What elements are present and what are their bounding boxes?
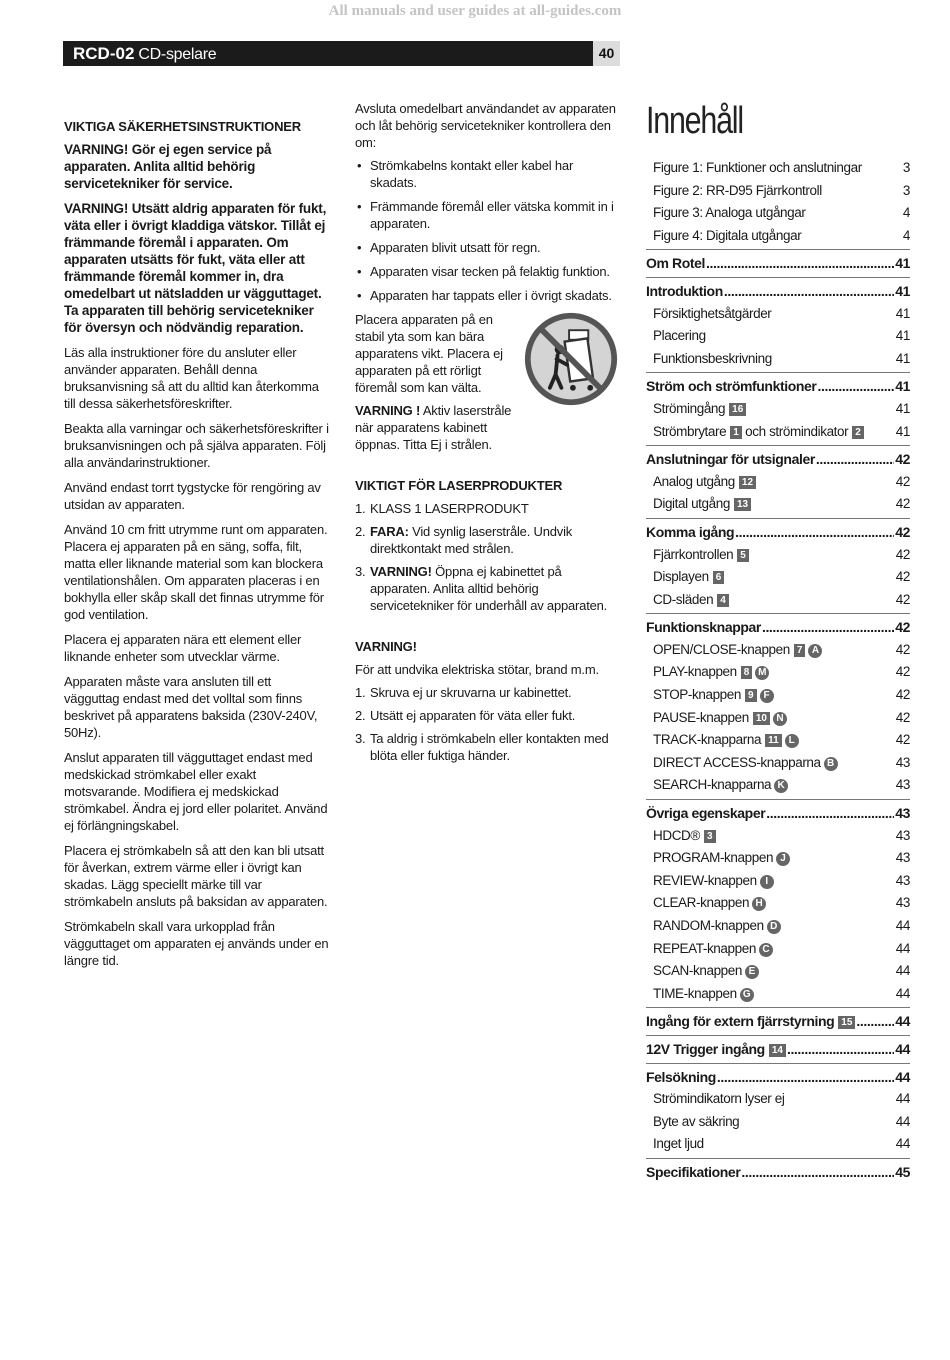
numbered-item	[355, 500, 620, 517]
toc-divider	[646, 249, 910, 250]
toc-page-number: 45	[895, 1163, 910, 1180]
remote-letter-badge: B	[824, 757, 838, 771]
toc-page-number: 41	[895, 305, 910, 321]
toc-entry[interactable]	[646, 661, 910, 684]
item-text: KLASS 1 LASERPRODUKT	[370, 501, 529, 516]
toc-entry-text: Strömbrytare	[653, 423, 727, 439]
item-number: 2.	[355, 708, 366, 723]
item-number: 3.	[355, 564, 366, 579]
toc-entry-text: 12V Trigger ingång	[646, 1040, 765, 1057]
toc-page-number: 44	[895, 1068, 910, 1085]
toc-entry-label	[646, 157, 862, 180]
toc-entry[interactable]	[646, 870, 910, 893]
toc-entry-text: CLEAR-knappen	[653, 895, 750, 911]
remote-letter-badge: H	[752, 897, 766, 911]
toc-entry-label	[646, 729, 799, 752]
toc-leader-dots	[741, 1161, 894, 1184]
toc-entry[interactable]	[646, 521, 910, 544]
toc-entry-text: PLAY-knappen	[653, 664, 737, 680]
toc-entry[interactable]	[646, 639, 910, 662]
toc-divider	[646, 518, 910, 519]
item-number: 2.	[355, 524, 366, 539]
toc-divider	[646, 372, 910, 373]
toc-entry-text: Figure 3: Analoga utgångar	[653, 205, 806, 221]
laser-warning	[355, 402, 520, 453]
toc-entry-text: Analog utgång	[653, 473, 735, 489]
toc-entry-text: Inget ljud	[653, 1136, 704, 1152]
toc-entry[interactable]	[646, 544, 910, 567]
toc-entry-label	[646, 802, 765, 825]
item-text: Vid synlig laserstråle. Undvik direktkontakt med strålen.	[370, 524, 573, 556]
toc-page-number: 42	[895, 619, 910, 636]
laser-heading: VIKTIGT FÖR LASERPRODUKTER	[355, 478, 563, 493]
toc-leader-dots	[717, 1066, 894, 1089]
toc-entry-text: SEARCH-knapparna	[653, 777, 772, 793]
numbered-item	[355, 523, 620, 557]
safety-heading: VIKTIGA SÄKERHETSINSTRUKTIONER	[64, 119, 301, 134]
toc-entry[interactable]	[646, 707, 910, 730]
toc-entry[interactable]	[646, 1038, 910, 1061]
toc-entry-label	[646, 892, 766, 915]
toc-entry-text: Displayen	[653, 569, 709, 585]
toc-page-number: 44	[895, 918, 910, 933]
toc-entry[interactable]	[646, 202, 910, 225]
toc-leader-dots	[787, 1038, 894, 1061]
toc-entry-label	[646, 398, 746, 421]
toc-divider	[646, 1035, 910, 1036]
toc-entry-text: Funktionsknappar	[646, 619, 761, 636]
toc-entry-text: CD-släden	[653, 591, 714, 607]
toc-entry[interactable]	[646, 180, 910, 203]
toc-entry[interactable]	[646, 303, 910, 326]
item-label: FARA:	[370, 524, 409, 539]
toc-entry-text-extra: och strömindikator	[741, 423, 849, 439]
remote-letter-badge: N	[773, 712, 787, 726]
toc-entry[interactable]	[646, 566, 910, 589]
toc-divider	[646, 1158, 910, 1159]
toc-leader-dots	[816, 448, 894, 471]
watermark: All manuals and user guides at all-guides.com	[328, 3, 622, 19]
toc-page-number: 42	[895, 523, 910, 540]
toc-entry[interactable]	[646, 252, 910, 275]
figure-number-badge: 10	[753, 712, 770, 725]
toc-entry[interactable]	[646, 589, 910, 612]
warning-service: VARNING! Gör ej egen service på apparaten. Anlita alltid behörig servicetekniker för service.	[64, 142, 272, 191]
toc-entry[interactable]	[646, 493, 910, 516]
toc-entry[interactable]	[646, 1010, 910, 1033]
toc-entry-text: HDCD®	[653, 827, 700, 843]
cart-tip-over-icon	[523, 311, 619, 407]
toc-leader-dots	[817, 375, 894, 398]
toc-entry-text: REPEAT-knappen	[653, 940, 756, 956]
item-text: Öppna ej kabinettet på apparaten. Anlita alltid behörig servicetekniker för underhåll av apparaten.	[370, 564, 608, 613]
toc-entry-label	[646, 521, 734, 544]
toc-entry-text: Introduktion	[646, 282, 723, 299]
toc-page-number: 41	[895, 255, 910, 272]
toc-entry-text: Anslutningar för utsignaler	[646, 451, 815, 468]
toc-divider	[646, 799, 910, 800]
cart-warning-block	[355, 311, 620, 463]
toc-entry-label	[646, 589, 729, 612]
toc-entry-label	[646, 938, 773, 961]
toc-entry[interactable]	[646, 892, 910, 915]
laser-list	[355, 500, 620, 614]
document-subtitle: CD-spelare	[138, 46, 217, 63]
safety-paragraph: Använd endast torrt tygstycke för rengöring av utsidan av apparaten.	[64, 480, 321, 512]
toc-entry[interactable]	[646, 1111, 910, 1134]
toc-entry[interactable]	[646, 325, 910, 348]
bullet-item: • Apparaten har tappats eller i övrigt skadats.	[355, 287, 620, 304]
toc-entry-text: REVIEW-knappen	[653, 872, 757, 888]
toc-entry-label	[646, 375, 816, 398]
toc-entry-label	[646, 1010, 855, 1033]
toc-entry[interactable]	[646, 348, 910, 371]
toc-entry-label	[646, 870, 774, 893]
figure-number-badge: 14	[769, 1044, 786, 1057]
remote-letter-badge: F	[760, 689, 774, 703]
safety-paragraph: Använd 10 cm fritt utrymme runt om apparaten. Placera ej apparaten på en säng, soffa, filt, matta eller liknande material som kan blockera ventilationshålen. Om apparaten placeras i en bokhylla eller skåp skall det finnas utrymme för god ventilation.	[64, 522, 328, 622]
toc-entry-text: TIME-knappen	[653, 985, 737, 1001]
figure-number-badge: 8	[741, 666, 753, 679]
toc-entry-text: TRACK-knapparna	[653, 732, 762, 748]
toc-page-number: 42	[895, 687, 910, 703]
toc-entry-text: Funktionsbeskrivning	[653, 350, 772, 366]
varning-list	[355, 684, 620, 764]
toc-page-number: 44	[895, 1091, 910, 1107]
remote-letter-badge: E	[745, 965, 759, 979]
toc-page-number: 3	[902, 160, 910, 175]
toc-entry[interactable]	[646, 375, 910, 398]
toc-entry-text: Om Rotel	[646, 255, 706, 272]
toc-entry-label	[646, 348, 772, 371]
figure-number-badge: 12	[739, 476, 756, 489]
toc-page-number: 42	[895, 732, 910, 748]
item-number: 1.	[355, 685, 366, 700]
toc-divider	[646, 613, 910, 614]
toc-entry[interactable]	[646, 915, 910, 938]
item-label: VARNING!	[370, 564, 432, 579]
toc-entry-label	[646, 448, 815, 471]
toc-entry[interactable]	[646, 752, 910, 775]
safety-paragraph: Anslut apparaten till vägguttaget endast med medskickad strömkabel eller exakt motsvarande. Modifiera ej medskickad strömkabel. Ändra ej jord eller polaritet. Använd ej förlängningskabel.	[64, 750, 328, 833]
varning-heading: VARNING!	[355, 639, 417, 654]
toc-entry-label	[646, 421, 864, 444]
safety-paragraph: Apparaten måste vara ansluten till ett vägguttag endast med det volltal som finns beskrivet på apparatens baksida (230V-240V, 50Hz).	[64, 674, 318, 740]
numbered-item	[355, 563, 620, 614]
toc-page-number: 4	[902, 205, 910, 221]
toc-page-number: 43	[895, 850, 910, 866]
toc-entry-text: STOP-knappen	[653, 687, 742, 703]
toc-entry-label	[646, 983, 754, 1006]
toc-entry-text: PROGRAM-knappen	[653, 850, 774, 866]
toc-entry-text: Digital utgång	[653, 496, 730, 512]
toc-page-number: 43	[895, 754, 910, 770]
toc-entry[interactable]	[646, 1066, 910, 1089]
toc-entry-text: Specifikationer	[646, 1163, 741, 1180]
toc-entry-label	[646, 707, 787, 730]
toc-entry[interactable]	[646, 1161, 910, 1184]
toc-page-number: 43	[895, 777, 910, 793]
figure-number-badge: 2	[852, 426, 864, 439]
toc-entry[interactable]	[646, 157, 910, 180]
toc-entry-label	[646, 684, 774, 707]
toc-entry-label	[646, 616, 761, 639]
toc-entry[interactable]	[646, 802, 910, 825]
item-number: 3.	[355, 731, 366, 746]
toc-page-number: 41	[895, 378, 910, 395]
toc-entry-text: Figure 2: RR-D95 Fjärrkontroll	[653, 182, 822, 198]
bullet-item: • Apparaten visar tecken på felaktig funktion.	[355, 263, 620, 280]
toc-leader-dots	[856, 1010, 894, 1033]
toc-entry[interactable]	[646, 616, 910, 639]
header-bar	[63, 41, 620, 66]
toc-entry-label	[646, 1111, 739, 1134]
figure-number-badge: 9	[745, 689, 757, 702]
toc-page-number: 42	[895, 473, 910, 489]
toc-entry-label	[646, 1066, 716, 1089]
toc-page-number: 43	[895, 827, 910, 843]
remote-letter-badge: J	[776, 852, 790, 866]
toc-divider	[646, 277, 910, 278]
toc-entry-label	[646, 252, 705, 275]
toc-entry-label	[646, 180, 822, 203]
remote-letter-badge: L	[785, 734, 799, 748]
toc-entry-text: Övriga egenskaper	[646, 805, 766, 822]
toc-page-number: 42	[895, 709, 910, 725]
toc-divider	[646, 445, 910, 446]
toc-page-number: 44	[895, 1136, 910, 1152]
toc-entry[interactable]	[646, 983, 910, 1006]
figure-number-badge: 13	[734, 498, 751, 511]
toc-entry[interactable]	[646, 960, 910, 983]
remote-letter-badge: K	[774, 779, 788, 793]
figure-number-badge: 16	[729, 403, 746, 416]
toc-page-number: 44	[895, 963, 910, 979]
toc-page-number: 44	[895, 1013, 910, 1030]
remote-letter-badge: D	[767, 920, 781, 934]
model-name: RCD-02	[73, 44, 135, 63]
toc-leader-dots	[724, 280, 894, 303]
toc-entry[interactable]	[646, 684, 910, 707]
toc-entry-label	[646, 661, 769, 684]
toc-divider	[646, 1063, 910, 1064]
toc-entry-text: Figure 1: Funktioner och anslutningar	[653, 160, 862, 175]
page-number: 40	[593, 41, 620, 66]
toc-entry-text: Strömindikatorn lyser ej	[653, 1091, 785, 1107]
remote-letter-badge: C	[759, 943, 773, 957]
toc-entry[interactable]	[646, 825, 910, 848]
toc-entry[interactable]	[646, 398, 910, 421]
toc-page-number: 44	[895, 1040, 910, 1057]
toc-divider	[646, 1007, 910, 1008]
safety-paragraph: Placera ej apparaten nära ett element eller liknande enheter som utvecklar värme.	[64, 632, 302, 664]
toc-page-number: 42	[895, 496, 910, 512]
toc-entry-text: Ingång för extern fjärrstyrning	[646, 1013, 835, 1030]
item-text: Ta aldrig i strömkabeln eller kontakten med blöta eller fuktiga händer.	[370, 731, 609, 763]
figure-number-badge: 15	[838, 1016, 855, 1029]
toc-entry-label	[646, 825, 716, 848]
toc-page-number: 44	[895, 940, 910, 956]
toc-entry[interactable]	[646, 448, 910, 471]
toc-leader-dots	[762, 616, 894, 639]
remote-letter-badge: M	[755, 666, 769, 680]
item-text: Utsätt ej apparaten för väta eller fukt.	[370, 708, 576, 723]
toc-entry-label	[646, 1161, 740, 1184]
toc-entry[interactable]	[646, 421, 910, 444]
toc-leader-dots	[735, 521, 894, 544]
toc-entry[interactable]	[646, 1088, 910, 1111]
safety-column-middle	[355, 100, 620, 770]
toc-entry[interactable]	[646, 938, 910, 961]
toc-entry-text: Fjärrkontrollen	[653, 546, 734, 562]
toc-entry-label	[646, 847, 790, 870]
toc-leader-dots	[706, 252, 894, 275]
toc-entry-label	[646, 202, 805, 225]
numbered-item	[355, 730, 620, 764]
toc-entry-label	[646, 471, 756, 494]
figure-number-badge: 6	[713, 571, 725, 584]
toc-page-number: 44	[895, 985, 910, 1001]
bullet-item: • Främmande föremål eller vätska kommit in i apparaten.	[355, 198, 620, 232]
toc-page-number: 41	[895, 423, 910, 439]
safety-paragraph: Läs alla instruktioner före du ansluter eller använder apparaten. Behåll denna bruksanvisning så att du alltid kan återkomma till dessa säkerhetsföreskrifter.	[64, 345, 319, 411]
toc-page-number: 4	[902, 227, 910, 243]
figure-number-badge: 1	[730, 426, 742, 439]
toc-entry-text: SCAN-knappen	[653, 963, 743, 979]
remote-letter-badge: A	[808, 644, 822, 658]
toc-entry-text: Figure 4: Digitala utgångar	[653, 227, 802, 243]
toc-entry-text: Komma igång	[646, 523, 735, 540]
safety-column-left	[64, 118, 329, 977]
toc-entry-label	[646, 639, 822, 662]
safety-paragraph: Beakta alla varningar och säkerhetsföreskrifter i bruksanvisningen och på själva apparaten. Följ alla användarinstruktioner.	[64, 421, 329, 470]
figure-number-badge: 7	[794, 644, 806, 657]
toc-page-number: 42	[895, 591, 910, 607]
toc-page-number: 44	[895, 1113, 910, 1129]
bullet-item: • Strömkabelns kontakt eller kabel har skadats.	[355, 157, 620, 191]
laser-warning-text: Aktiv laserstråle när apparatens kabinett öppnas. Titta Ej i strålen.	[355, 403, 512, 452]
numbered-item	[355, 684, 620, 701]
toc-entry-label	[646, 544, 749, 567]
toc-entry-label	[646, 303, 771, 326]
toc-page-number: 42	[895, 664, 910, 680]
varning-intro: För att undvika elektriska stötar, brand m.m.	[355, 662, 599, 677]
figure-number-badge: 4	[717, 594, 729, 607]
toc-entry-label	[646, 493, 751, 516]
toc-page-number: 41	[895, 328, 910, 344]
warning-moisture: VARNING! Utsätt aldrig apparaten för fukt, väta eller i övrigt kladdiga vätskor. Tillåt ej främmande föremål i apparaten. Om apparaten utsätts för fukt, väta eller att främmande föremål kommer in, dra omedelbart ut nätsladden ur vägguttaget. Ta apparaten till behörig servicetekniker för översyn och nödvändig reparation.	[64, 201, 327, 335]
toc-entry-text: DIRECT ACCESS-knapparna	[653, 754, 821, 770]
remote-letter-badge: G	[740, 988, 754, 1002]
toc-entry-text: OPEN/CLOSE-knappen	[653, 641, 790, 657]
safety-paragraphs	[64, 344, 329, 969]
safety-paragraph: Strömkabeln skall vara urkopplad från vägguttaget om apparaten ej används under en längre tid.	[64, 919, 329, 968]
toc-entry-label	[646, 225, 801, 248]
toc-page-number: 42	[895, 451, 910, 468]
toc-entry[interactable]	[646, 774, 910, 797]
toc-entry-label	[646, 566, 724, 589]
toc-entry[interactable]	[646, 729, 910, 752]
toc-entry-text: PAUSE-knappen	[653, 709, 749, 725]
toc-entry[interactable]	[646, 225, 910, 248]
toc-page-number: 43	[895, 895, 910, 911]
toc-page-number: 43	[895, 805, 910, 822]
intro-paragraph: Avsluta omedelbart användandet av apparaten och låt behörig servicetekniker kontrollera den om:	[355, 101, 616, 150]
toc-entry-text: Försiktighetsåtgärder	[653, 305, 772, 321]
safety-paragraph: Placera ej strömkabeln så att den kan bli utsatt för åverkan, extrem värme eller i övrigt kan skadas. Lägg speciellt märke till var strömkabeln ansluts på baksidan av apparaten.	[64, 843, 328, 909]
toc-entry-text: Felsökning	[646, 1068, 716, 1085]
toc-page-number: 41	[895, 350, 910, 366]
toc-entry-text: Placering	[653, 328, 706, 344]
toc-entry-label	[646, 915, 781, 938]
toc-page-number: 41	[895, 282, 910, 299]
toc-entry-label	[646, 1038, 786, 1061]
toc-page-number: 42	[895, 546, 910, 562]
bullet-item: • Apparaten blivit utsatt för regn.	[355, 239, 620, 256]
toc-entry-label	[646, 752, 838, 775]
remote-letter-badge: I	[760, 875, 774, 889]
toc-page-number: 3	[902, 182, 910, 198]
toc-entry-label	[646, 280, 723, 303]
toc-entry[interactable]	[646, 847, 910, 870]
laser-warning-label: VARNING !	[355, 403, 421, 418]
toc-entry[interactable]	[646, 471, 910, 494]
toc-entry-text: Byte av säkring	[653, 1113, 740, 1129]
toc-entry-text: RANDOM-knappen	[653, 918, 764, 933]
table-of-contents	[646, 157, 910, 1184]
toc-entry-text: Strömingång	[653, 400, 726, 416]
numbered-item	[355, 707, 620, 724]
toc-leader-dots	[766, 802, 894, 825]
figure-number-badge: 11	[765, 734, 782, 747]
figure-number-badge: 5	[737, 549, 749, 562]
item-number: 1.	[355, 501, 366, 516]
bullet-list	[355, 157, 620, 304]
toc-entry-label	[646, 1088, 784, 1111]
toc-page-number: 43	[895, 872, 910, 888]
toc-entry-label	[646, 325, 706, 348]
toc-entry[interactable]	[646, 280, 910, 303]
toc-entry-label	[646, 1133, 704, 1156]
toc-page-number: 41	[895, 400, 910, 416]
toc-page-number: 42	[895, 641, 910, 657]
item-text: Skruva ej ur skruvarna ur kabinettet.	[370, 685, 572, 700]
figure-number-badge: 3	[704, 830, 716, 843]
cart-text: Placera apparaten på en stabil yta som kan bära apparatens vikt. Placera ej apparaten på ett rörligt föremål som kan välta.	[355, 312, 503, 395]
toc-entry-label	[646, 774, 788, 797]
toc-page-number: 42	[895, 569, 910, 585]
toc-entry-label	[646, 960, 759, 983]
toc-title: Innehåll	[646, 100, 743, 142]
toc-entry-text: Ström och strömfunktioner	[646, 378, 817, 395]
toc-entry[interactable]	[646, 1133, 910, 1156]
